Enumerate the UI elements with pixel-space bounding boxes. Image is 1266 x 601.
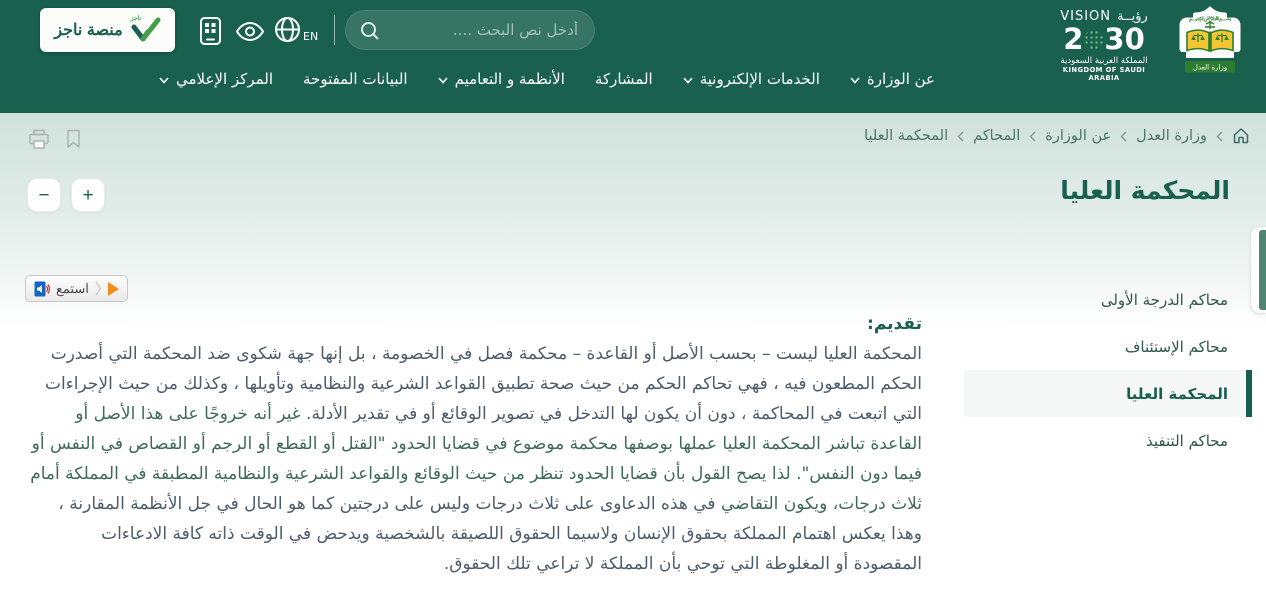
mobile-app-icon[interactable]	[198, 16, 223, 46]
vision-emblem-icon	[1084, 30, 1103, 49]
nav-label: المشاركة	[594, 70, 653, 88]
nav-item-open-data[interactable]	[303, 70, 408, 88]
article-paragraph	[30, 339, 922, 579]
vision-word-en: VISION	[1060, 9, 1112, 24]
najiz-logo-icon	[131, 17, 161, 43]
chevron-down-icon	[159, 77, 169, 84]
search-input[interactable]	[346, 11, 594, 49]
courts-sidebar	[964, 276, 1252, 464]
search-box	[345, 10, 595, 50]
svg-text:﷽: ﷽	[1188, 16, 1232, 22]
nav-item-eservices[interactable]	[683, 70, 820, 88]
breadcrumb-item-courts[interactable]: المحاكم	[973, 128, 1021, 144]
paragraph-part-2: غير أنه خروجًا على هذا الأصل أو القاعدة تباشر المحكمة العليا عملها بوصفها محكمة موضوع في قضايا الحدود "القتل أو القطع أو الرجم أو القصاص في النفس أو فيما دون النفس". لذا يصح القول بأن قضايا الحدود تنظر من حيث الوقائع والقواعد الشرعية والنظامية المطبقة في المملكة أمام ثلاث درجات، ويكون التقاضي	[30, 404, 922, 514]
najiz-button-label: منصة ناجز	[54, 22, 123, 39]
najiz-platform-button[interactable]	[40, 8, 175, 52]
breadcrumb-separator	[957, 131, 964, 142]
nav-label: الخدمات الإلكترونية	[699, 70, 820, 88]
vision-country-en: KINGDOM OF SAUDI ARABIA	[1062, 66, 1146, 83]
breadcrumb-item-about[interactable]: عن الوزارة	[1045, 128, 1112, 144]
paragraph-part-1: المحكمة العليا ليست – بحسب الأصل أو القاعدة – محكمة فصل في الخصومة ، بل إنها جهة شكوى ضد المحكمة التي أصدرت الحكم المطعون فيه ، فهي تحاكم الحكم من حيث صحة تطبيق القواعد الشرعية والنظامية وتأويلها ، وكذلك من حيث الإجراءات التي اتبعت في المحاكمة ، دون أن يكون لها التدخل في تصوير الوقائع أو في تقدير الأدلة.	[45, 344, 922, 424]
main-navigation	[159, 70, 935, 88]
sidebar-item-appeal-courts[interactable]: محاكم الإستئناف	[1124, 337, 1228, 356]
breadcrumb-separator	[1216, 131, 1223, 142]
breadcrumb-separator	[1120, 131, 1127, 142]
nav-item-participation[interactable]	[595, 70, 653, 88]
chevron-down-icon	[438, 77, 448, 84]
language-code-label: EN	[303, 30, 319, 43]
nav-item-regulations[interactable]	[438, 70, 565, 88]
moj-banner-text: وزارة العدل	[1192, 63, 1228, 72]
header-divider	[334, 15, 335, 45]
najiz-logo-text: ناجز	[130, 16, 142, 22]
paragraph-part-3: في هذه الدعاوى على ثلاث درجات وليس على درجتين كما هو الحال في جل الأنظمة المقارنة ، وهذا يعكس اهتمام المملكة بحقوق الإنسان ولاسيما الحقوق اللصيقة بالشخصية ويدحض في الوقت ذاته كافة الادعاءات المقصودة أو المغلوطة التي توحي بأن المملكة لا تراعي تلك الحقوق.	[58, 494, 922, 574]
nav-label: المركز الإعلامي	[175, 70, 273, 88]
sidebar-item-enforcement-courts[interactable]: محاكم التنفيذ	[1146, 431, 1228, 450]
play-icon	[108, 282, 119, 296]
vision-number-right: 30	[1104, 22, 1145, 56]
article-heading: تقديم:	[867, 314, 922, 334]
nav-label: الأنظمة و التعاميم	[454, 70, 565, 88]
ministry-of-justice-logo	[1174, 5, 1246, 75]
font-increase-button[interactable]: +	[71, 178, 105, 212]
listen-button[interactable]	[25, 275, 128, 302]
site-header	[0, 0, 1266, 113]
button-notch	[95, 281, 102, 296]
speaker-icon	[34, 281, 50, 297]
article-content	[30, 314, 922, 579]
nav-item-about-ministry[interactable]	[850, 70, 935, 88]
language-globe-icon[interactable]	[274, 16, 318, 43]
home-icon[interactable]	[1232, 127, 1250, 145]
nav-label: عن الوزارة	[866, 70, 935, 88]
breadcrumb-item-ministry[interactable]: وزارة العدل	[1136, 128, 1207, 144]
print-icon[interactable]	[28, 129, 50, 154]
accessibility-eye-icon[interactable]	[235, 21, 265, 42]
listen-label: استمع	[56, 280, 89, 296]
sidebar-item-supreme-court[interactable]: المحكمة العليا	[964, 370, 1252, 417]
bookmark-icon[interactable]	[66, 129, 81, 153]
page-scrollbar[interactable]	[1250, 226, 1266, 314]
chevron-down-icon	[850, 77, 860, 84]
nav-item-media-center[interactable]	[159, 70, 273, 88]
nav-label: البيانات المفتوحة	[303, 70, 408, 88]
vision-number-left: 2	[1063, 22, 1084, 56]
breadcrumb-separator	[1029, 131, 1036, 142]
page-title: المحكمة العليا	[1060, 176, 1230, 205]
vision-2030-logo	[1046, 9, 1162, 82]
chevron-down-icon	[683, 77, 693, 84]
vision-word-ar: رؤيــة	[1117, 9, 1148, 24]
font-decrease-button[interactable]: −	[27, 178, 61, 212]
breadcrumb	[864, 127, 1250, 145]
scrollbar-thumb[interactable]	[1259, 230, 1266, 310]
breadcrumb-item-supreme-court[interactable]: المحكمة العليا	[864, 128, 949, 144]
sidebar-item-first-degree-courts[interactable]: محاكم الدرجة الأولى	[1100, 290, 1228, 309]
vision-country-ar: المملكة العربية السعودية	[1060, 56, 1148, 67]
